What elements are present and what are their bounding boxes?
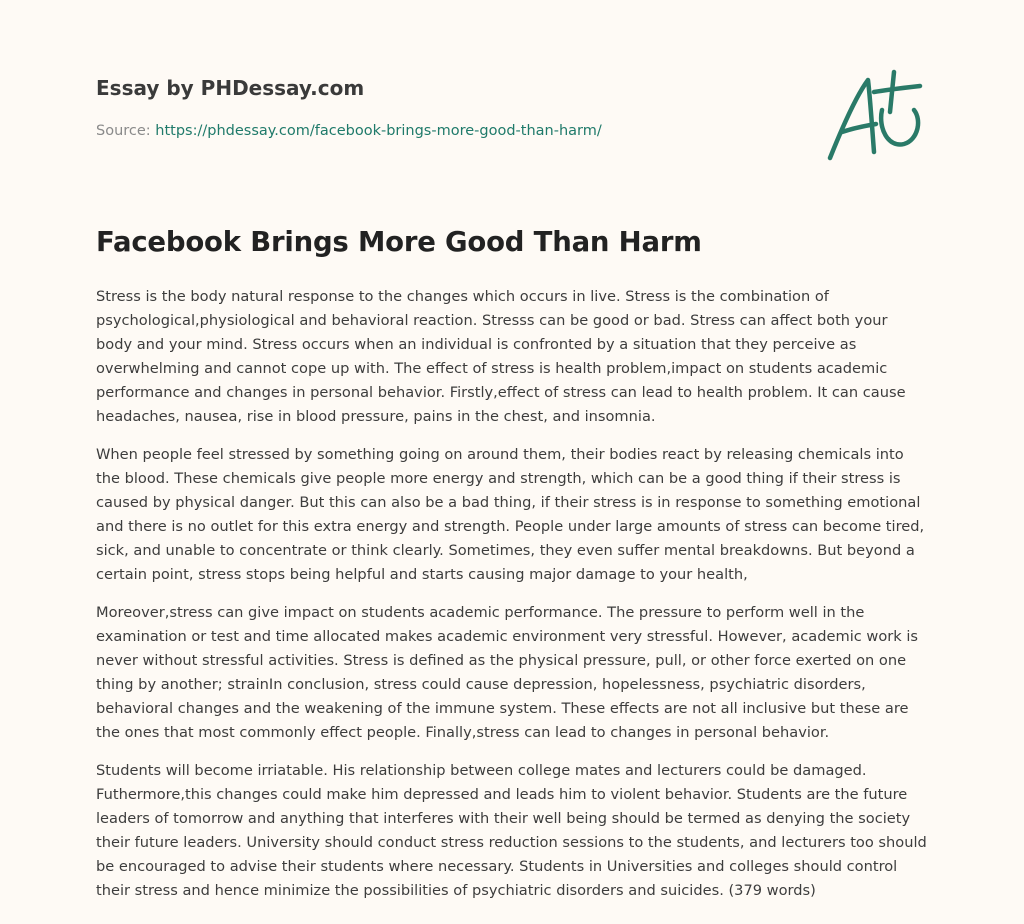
- source-line: [96, 123, 602, 139]
- essay-paragraph: Moreover,stress can give impact on students academic performance. The pressure to perform well in the examination or test and time allocated makes academic environment very stressful. However, academic work is never without stressful activities. Stress is defined as the physical pressure, pull, or other force exerted on one thing by another; strainIn conclusion, stress could cause depression, hopelessness, psychiatric disorders, behavioral changes and the weakening of the immune system. These effects are not all inclusive but these are the ones that most commonly effect people. Finally,stress can lead to changes in personal behavior.: [96, 604, 919, 741]
- essay-title: Facebook Brings More Good Than Harm: [96, 226, 702, 258]
- source-link[interactable]: https://phdessay.com/facebook-brings-more-good-than-harm/: [155, 123, 602, 139]
- essay-paragraph: When people feel stressed by something going on around them, their bodies react by releasing chemicals into the blood. These chemicals give people more energy and strength, which can be a good thing if their stress is caused by physical danger. But this can also be a bad thing, if their stress is in response to something emotional and there is no outlet for this extra energy and strength. People under large amounts of stress can become tired, sick, and unable to concentrate or think clearly. Sometimes, they even suffer mental breakdowns. But beyond a certain point, stress stops being helpful and starts causing major damage to your health,: [96, 446, 925, 583]
- source-label: Source:: [96, 123, 151, 139]
- essay-paragraph: Students will become irriatable. His relationship between college mates and lecturers could be damaged. Futhermore,this changes could make him depressed and leads him to violent behavior. Students are the future leaders of tomorrow and anything that interferes with their well being should be termed as denying the society their future leaders. University should conduct stress reduction sessions to the students, and lecturers too should be encouraged to advise their students where necessary. Students in Universities and colleges should control their stress and hence minimize the possibilities of psychiatric disorders and suicides. (379 words): [96, 762, 927, 899]
- site-title: Essay by PHDessay.com: [96, 76, 365, 100]
- essay-paragraph: Stress is the body natural response to the changes which occurs in live. Stress is the combination of psychological,physiological and behavioral reaction. Stresss can be good or bad. Stress can affect both your body and your mind. Stress occurs when an individual is confronted by a situation that they perceive as overwhelming and cannot cope up with. The effect of stress is health problem,impact on students academic performance and changes in personal behavior. Firstly,effect of stress can lead to health problem. It can cause headaches, nausea, rise in blood pressure, pains in the chest, and insomnia.: [96, 288, 906, 425]
- essay-body: [96, 285, 928, 917]
- a-plus-grade-icon: [824, 66, 926, 166]
